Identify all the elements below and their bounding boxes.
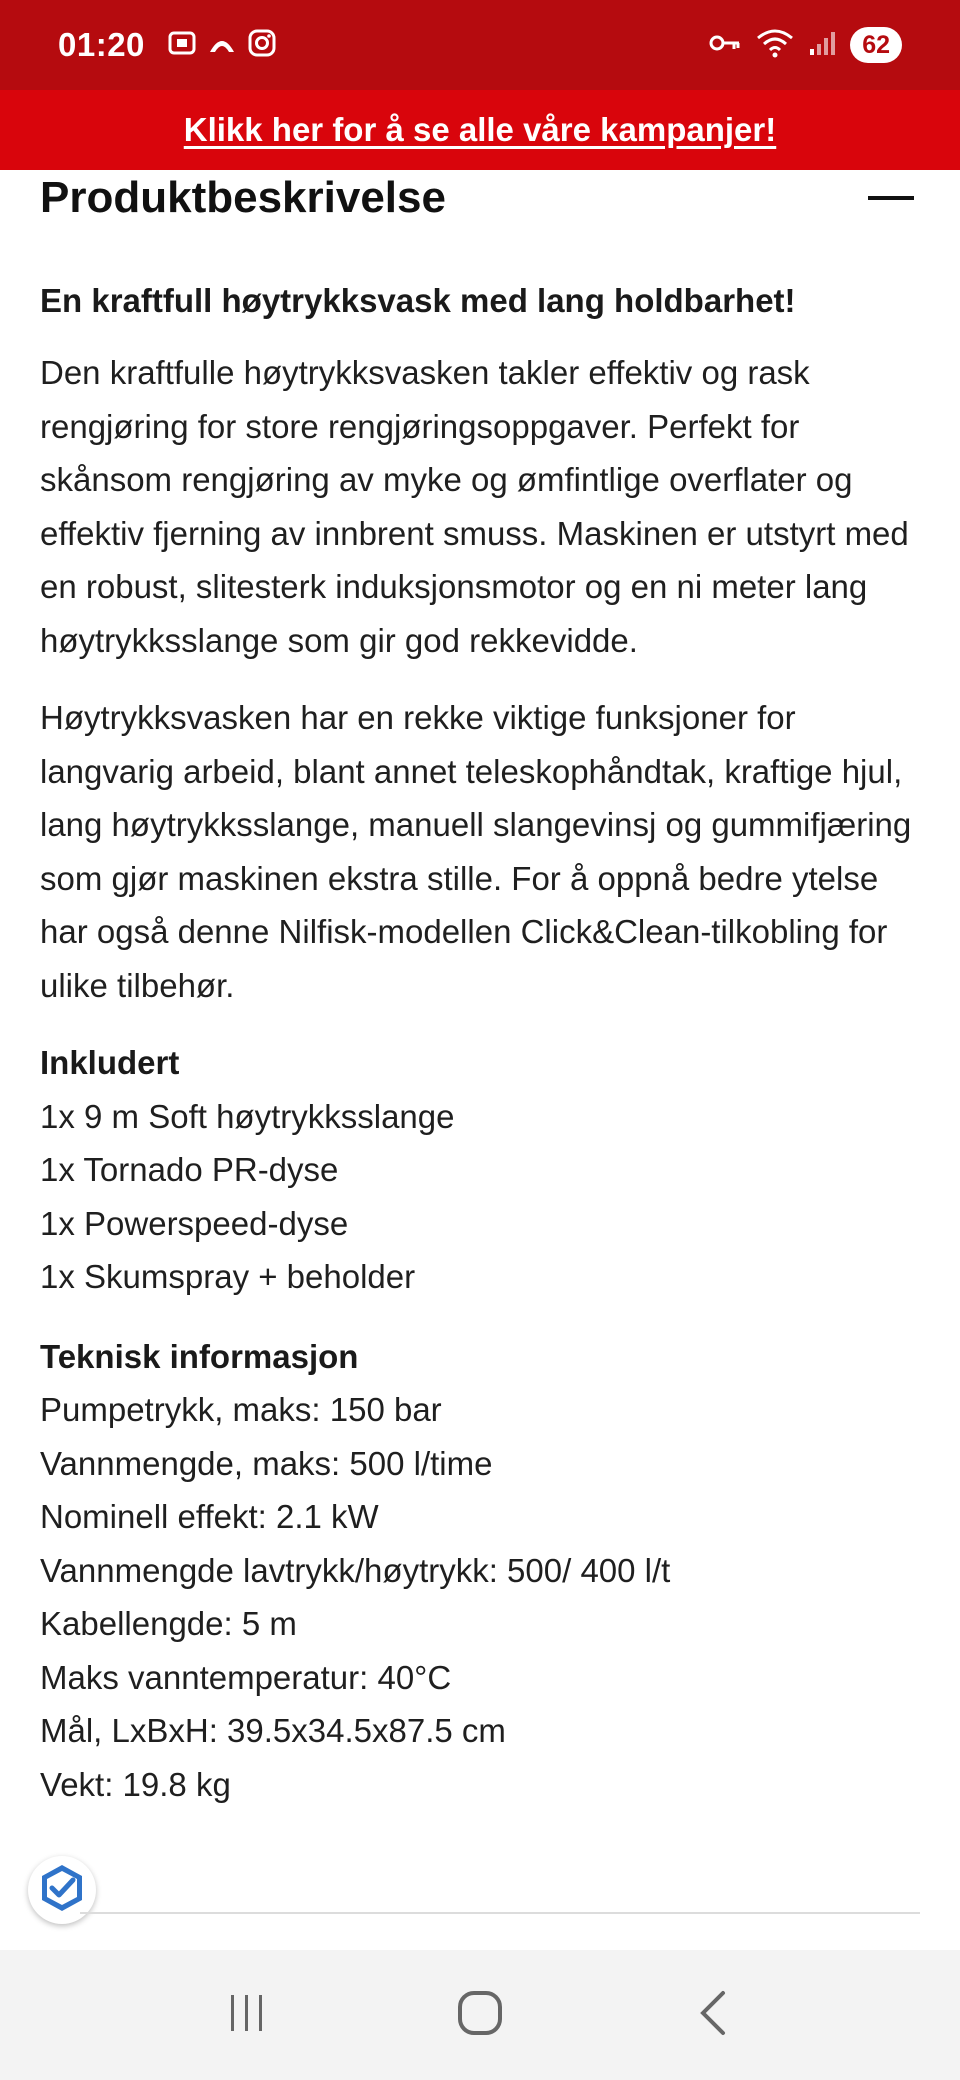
home-icon: [455, 1988, 505, 2043]
recent-apps-icon: [225, 1991, 269, 2040]
spec-item: Kabellengde: 5 m: [40, 1605, 297, 1642]
spec-item: Pumpetrykk, maks: 150 bar: [40, 1391, 442, 1428]
spec-item: Maks vanntemperatur: 40°C: [40, 1658, 452, 1696]
back-button[interactable]: [673, 1975, 753, 2055]
spec-item: Vannmengde lavtrykk/høytrykk: 500/ 400 l/t: [40, 1551, 671, 1589]
list-item: 1x Powerspeed-dyse: [40, 1204, 349, 1242]
campaigns-link[interactable]: Klikk her for å se alle våre kampanjer!: [183, 111, 777, 148]
included-heading: Inkludert: [40, 1044, 180, 1081]
key-icon: [708, 31, 742, 60]
instagram-icon: [247, 28, 277, 63]
screenshot-icon: [167, 28, 197, 63]
status-left: [58, 26, 277, 64]
battery-indicator: 62: [850, 27, 902, 63]
wifi-icon: [756, 28, 794, 63]
weather-icon: [207, 28, 237, 63]
description-subtitle: En kraftfull høytrykksvask med lang holdbarhet!: [40, 282, 796, 319]
collapse-icon[interactable]: [868, 196, 914, 200]
list-item: 1x Tornado PR-dyse: [40, 1151, 339, 1188]
back-icon: [693, 1988, 733, 2043]
specs-list: [40, 1383, 920, 1811]
section-title: Produktbeskrivelse: [40, 173, 446, 222]
specs-heading: Teknisk informasjon: [40, 1337, 359, 1375]
list-item: 1x Skumspray + beholder: [40, 1258, 416, 1295]
status-left-icons: [167, 28, 277, 63]
description-paragraph: Høytrykksvasken har en rekke viktige funksjoner for langvarig arbeid, blant annet teleskophåndtak, kraftige hjul, lang høytrykksslange, manuell slangevinsj og gummifjæring som gjør maskinen ekstra stille. For å oppnå bedre ytelse har også denne Nilfisk-modellen Click&Clean-tilkobling for ulike tilbehør.: [40, 699, 912, 1004]
home-button[interactable]: [440, 1975, 520, 2055]
status-right: [708, 27, 902, 63]
list-item: 1x 9 m Soft høytrykksslange: [40, 1097, 455, 1135]
section-header[interactable]: [40, 170, 920, 226]
signal-icon: [808, 29, 836, 62]
spec-item: Vekt: 19.8 kg: [40, 1765, 231, 1803]
included-list: [40, 1090, 920, 1304]
checkmark-shield-icon: [36, 1862, 88, 1919]
recent-apps-button[interactable]: [207, 1975, 287, 2055]
system-nav-bar: [0, 1950, 960, 2080]
status-time: 01:20: [58, 26, 145, 63]
status-bar: [0, 0, 960, 90]
spec-item: Nominell effekt: 2.1 kW: [40, 1498, 379, 1535]
product-description-section: [40, 170, 920, 1811]
promo-banner: [0, 90, 960, 170]
spec-item: Mål, LxBxH: 39.5x34.5x87.5 cm: [40, 1712, 506, 1749]
spec-item: Vannmengde, maks: 500 l/time: [40, 1444, 493, 1482]
divider: [80, 1912, 920, 1914]
description-paragraph: Den kraftfulle høytrykksvasken takler effektiv og rask rengjøring for store rengjøringsoppgaver. Perfekt for skånsom rengjøring av myke og ømfintlige overflater og effektiv fjerning av innbrent smuss. Maskinen er utstyrt med en robust, slitesterk induksjonsmotor og en ni meter lang høytrykksslange som gir god rekkevidde.: [40, 354, 909, 659]
